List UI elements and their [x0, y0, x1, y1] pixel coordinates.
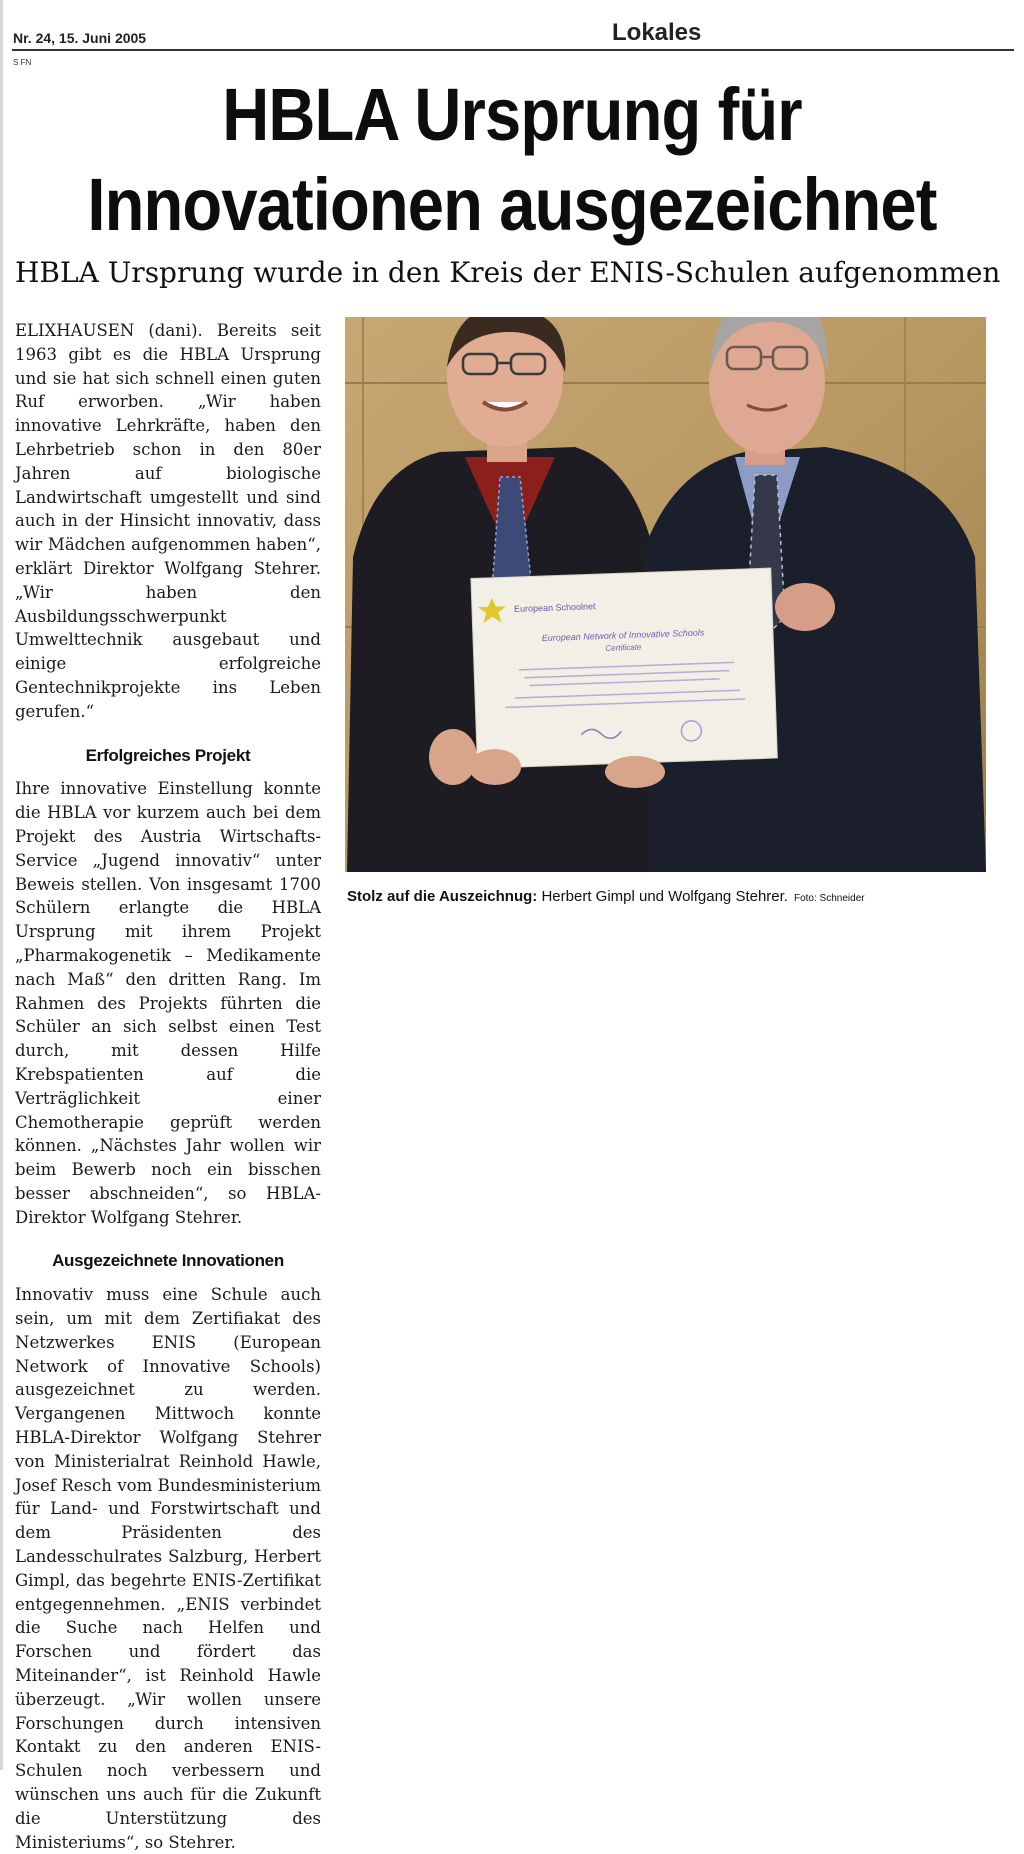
article-photo [345, 317, 986, 872]
certificate [471, 568, 777, 768]
subheadline: HBLA Ursprung wurde in den Kreis der ENIS-Schulen aufgenommen [15, 256, 1001, 289]
photo-illustration [345, 317, 986, 872]
page-edge [0, 0, 3, 1770]
paragraph-innovations: Innovativ muss eine Schule auch sein, um mit dem Zertifiakat des Netzwerkes ENIS (European Network of Innovative Schools) ausgezeichnet zu werden. Vergangenen Mittwoch konnte HBLA-Direktor Wolfgang Stehrer von Ministerialrat Reinhold Hawle, Josef Resch vom Bundesministerium für Land- und Forstwirtschaft und dem Präsidenten des Landesschulrates Salzburg, Herbert Gimpl, das begehrte ENIS-Zertifikat entgegennehmen. „ENIS verbindet die Suche nach Helfen und Forschen und fördert das Miteinander“, ist Reinhold Hawle überzeugt. „Wir wollen unsere Forschungen durch intensiven Kontakt zu den anderen ENIS-Schulen noch verbessern und wünschen uns auch für die Zukunft die Unterstützung des Ministeriums“, so Stehrer. [15, 1285, 321, 1852]
hand-left [469, 749, 521, 785]
headline-line-1: HBLA Ursprung für [222, 73, 802, 156]
certificate-subtitle: Certificate [605, 642, 642, 653]
article-body [15, 319, 321, 1854]
paragraph-project: Ihre innovative Einstellung konnte die HBLA vor kurzem auch bei dem Projekt des Austria Wirtschafts-Service „Jugend innovativ“ unter Beweis stellen. Von insgesamt 1700 Schülern erlangte die HBLA Ursprung mit ihrem Projekt „Pharmakogenetik – Medikamente nach Maß“ den dritten Rang. Im Rahmen des Projekts führten die Schüler an sich selbst einen Test durch, mit dessen Hilfe Krebspatienten auf die Verträglichkeit einer Chemotherapie geprüft werden können. „Nächstes Jahr wollen wir beim Bewerb noch ein bisschen besser abschneiden“, so HBLA-Direktor Wolfgang Stehrer. [15, 779, 321, 1227]
certificate-title: European Network of Innovative Schools [541, 627, 705, 644]
header-code: S FN [13, 58, 32, 67]
certificate-brand: European Schoolnet [513, 601, 596, 615]
photo-credit: Foto: Schneider [793, 893, 865, 904]
hand-center [605, 756, 665, 788]
headline [61, 70, 962, 250]
issue-date: Nr. 24, 15. Juni 2005 [13, 30, 147, 46]
subhead-ausgezeichnete-innovationen: Ausgezeichnete Innovationen [52, 1251, 284, 1271]
headline-line-2: Innovationen ausgezeichnet [87, 163, 937, 246]
header-rule [12, 49, 1014, 51]
caption-lead: Stolz auf die Auszeichnug: [347, 888, 538, 905]
photo-caption [347, 888, 1007, 905]
paragraph-intro: ELIXHAUSEN (dani). Bereits seit 1963 gibt es die HBLA Ursprung und sie hat sich schnell einen guten Ruf erworben. „Wir haben innovative Lehrkräfte, haben den Lehrbetrieb schon in den 80er Jahren auf biologische Landwirtschaft umgestellt und sind auch in der Hinsicht innovativ, dass wir Mädchen aufgenommen haben“, erklärt Direktor Wolfgang Stehrer. „Wir haben den Ausbildungsschwerpunkt Umwelttechnik ausgebaut und einige erfolgreiche Gentechnikprojekte ins Leben gerufen.“ [15, 321, 321, 721]
section-title: Lokales [612, 19, 702, 46]
caption-text: Herbert Gimpl und Wolfgang Stehrer. [537, 888, 788, 905]
subhead-erfolgreiches-projekt: Erfolgreiches Projekt [85, 745, 251, 765]
